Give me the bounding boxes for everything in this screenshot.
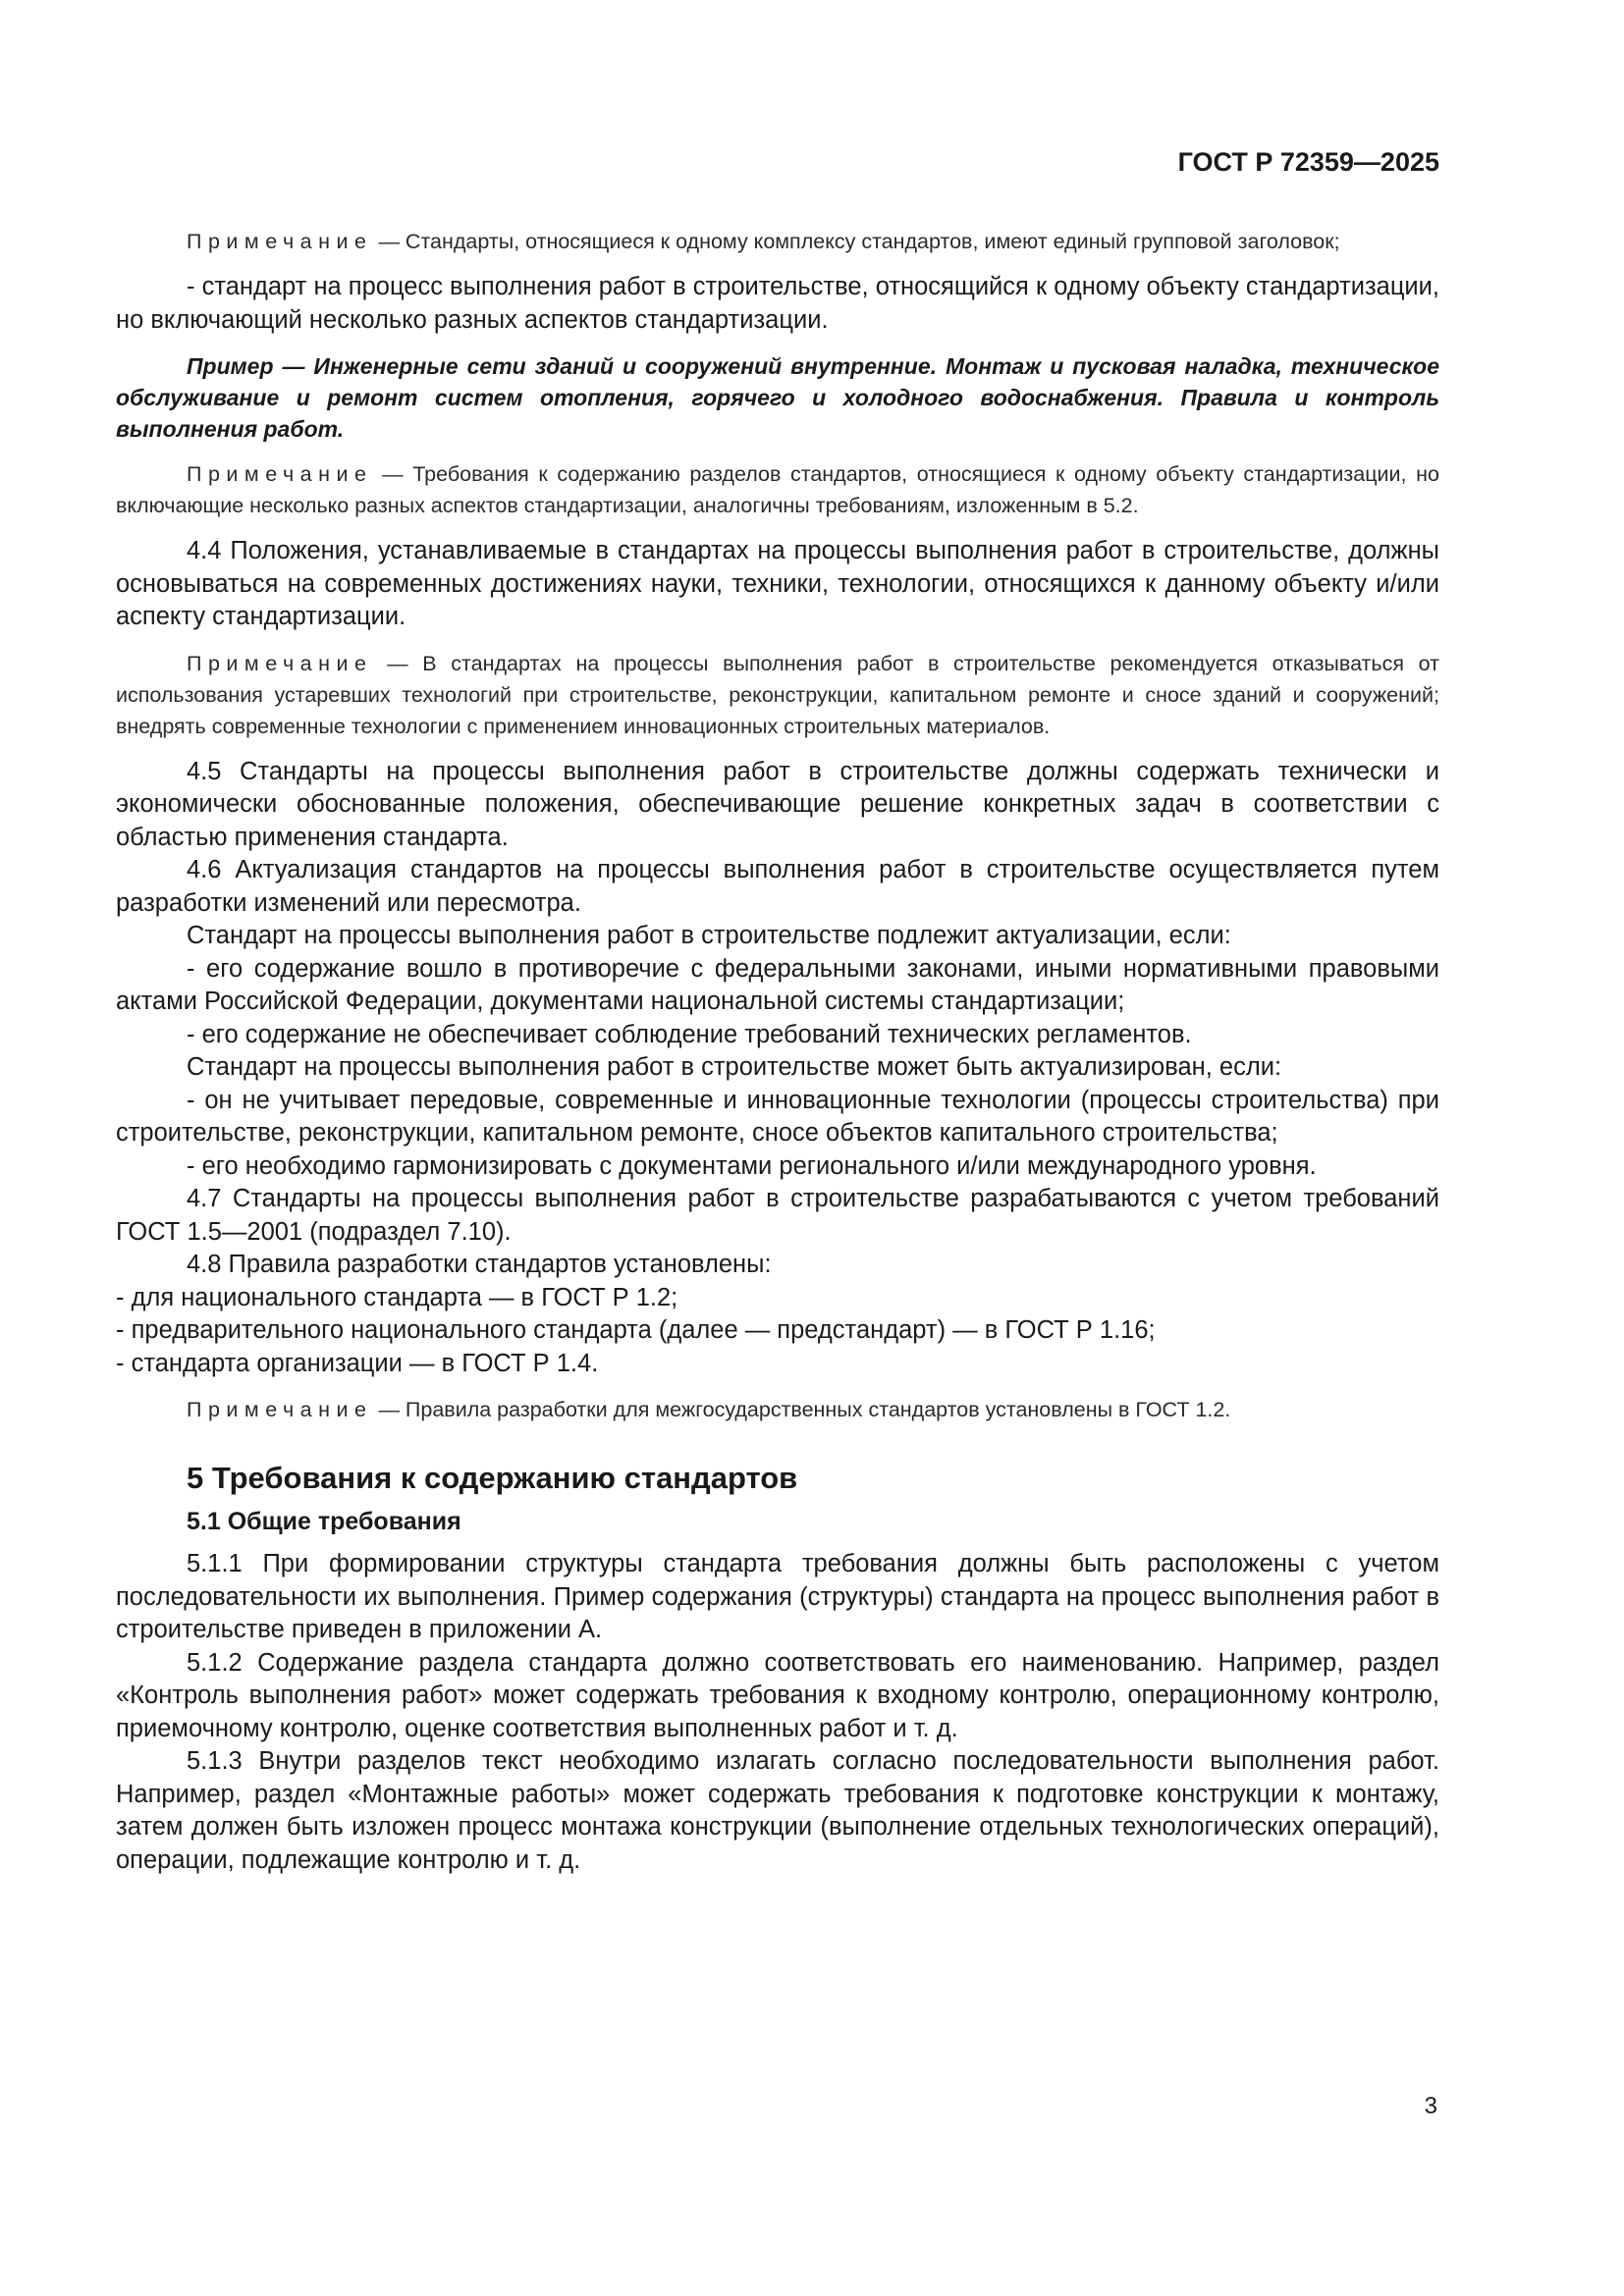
clause-4-7: 4.7 Стандарты на процессы выполнения работ в строительстве разрабатываются с учетом требований ГОСТ 1.5—2001 (подраздел 7.10). [116, 1185, 1439, 1246]
note-label: Примечание [187, 1398, 373, 1421]
note-text: — В стандартах на процессы выполнения работ в строительстве рекомендуется отказываться от использования устаревших технологий при строительстве, реконструкции, капитальном ремонте и сносе зданий и сооружений; внедрять современные технологии с применением инновационных строительных материалов. [116, 651, 1439, 738]
clause-4-6-text: Стандарт на процессы выполнения работ в строительстве может быть актуализирован, если: [187, 1053, 1282, 1081]
clause-5-1-3: 5.1.3 Внутри разделов текст необходимо излагать согласно последовательности выполнения работ. Например, раздел «Монтажные работы» может содержать требования к подготовке конструкции к монтажу, затем должен быть изложен процесс монтажа конструкции (выполнение отдельных технологических операций), операции, подлежащие контролю и т. д. [116, 1747, 1439, 1874]
note-label: Примечание [187, 462, 373, 486]
note-paragraph [116, 458, 1439, 521]
clause-4-4: 4.4 Положения, устанавливаемые в стандартах на процессы выполнения работ в строительстве, должны основываться на современных достижениях науки, техники, технологии, относящихся к данному объекту и/или аспекту стандартизации. [116, 537, 1439, 630]
note-paragraph [116, 648, 1439, 742]
note-text: — Стандарты, относящиеся к одному комплексу стандартов, имеют единый групповой заголовок; [378, 230, 1340, 253]
note-label: Примечание [187, 651, 373, 675]
clause-4-8: 4.8 Правила разработки стандартов установлены: [187, 1251, 772, 1278]
clause-4-6-item: - его содержание вошло в противоречие с федеральными законами, иными нормативными правовыми актами Российской Федерации, документами национальной системы стандартизации; [116, 954, 1439, 1015]
clause-4-6-item: - он не учитывает передовые, современные и инновационные технологии (процессы строительства) при строительстве, реконструкции, капитальном ремонте, сносе объектов капитального строительства; [116, 1086, 1439, 1147]
clause-4-6-item: - его содержание не обеспечивает соблюдение требований технических регламентов. [187, 1020, 1192, 1048]
clause-4-6-text: Стандарт на процессы выполнения работ в строительстве подлежит актуализации, если: [187, 922, 1231, 949]
note-text: — Требования к содержанию разделов стандартов, относящиеся к одному объекту стандартизации, но включающие несколько разных аспектов стандартизации, аналогичны требованиям, изложенным в 5.2. [116, 462, 1439, 517]
list-item: - для национального стандарта — в ГОСТ Р 1.2; [116, 1283, 678, 1311]
clause-5-1-2: 5.1.2 Содержание раздела стандарта должно соответствовать его наименованию. Например, раздел «Контроль выполнения работ» может содержать требования к входному контролю, операционному контролю, приемочному контролю, оценке соответствия выполненных работ и т. д. [116, 1648, 1439, 1742]
example-paragraph: Пример — Инженерные сети зданий и сооружений внутренние. Монтаж и пусковая наладка, техническое обслуживание и ремонт систем отопления, горячего и холодного водоснабжения. Правила и контроль выполнения работ. [116, 353, 1439, 442]
clause-4-6: 4.6 Актуализация стандартов на процессы выполнения работ в строительстве осуществляется путем разработки изменений или пересмотра. [116, 856, 1439, 917]
document-code-header: ГОСТ Р 72359—2025 [1177, 147, 1439, 177]
note-paragraph [116, 226, 1439, 257]
body-paragraph: - стандарт на процесс выполнения работ в строительстве, относящийся к одному объекту стандартизации, но включающий несколько разных аспектов стандартизации. [116, 273, 1439, 334]
note-paragraph [116, 1394, 1439, 1425]
clause-4-5: 4.5 Стандарты на процессы выполнения работ в строительстве должны содержать технически и экономически обоснованные положения, обеспечивающие решение конкретных задач в соответствии с областью применения стандарта. [116, 757, 1439, 851]
page-number: 3 [1424, 2093, 1437, 2119]
section-5-heading: 5 Требования к содержанию стандартов [187, 1461, 798, 1495]
note-label: Примечание [187, 230, 373, 253]
list-item: - стандарта организации — в ГОСТ Р 1.4. [116, 1349, 599, 1377]
clause-4-6-item: - его необходимо гармонизировать с документами регионального и/или международного уровня. [187, 1151, 1317, 1180]
subsection-5-1-heading: 5.1 Общие требования [187, 1508, 461, 1535]
list-item: - предварительного национального стандарта (далее — предстандарт) — в ГОСТ Р 1.16; [116, 1316, 1156, 1344]
clause-5-1-1: 5.1.1 При формировании структуры стандарта требования должны быть расположены с учетом последовательности их выполнения. Пример содержания (структуры) стандарта на процесс выполнения работ в строительстве приведен в приложении А. [116, 1550, 1439, 1643]
note-text: — Правила разработки для межгосударственных стандартов установлены в ГОСТ 1.2. [378, 1398, 1231, 1421]
document-body [116, 226, 1439, 1877]
